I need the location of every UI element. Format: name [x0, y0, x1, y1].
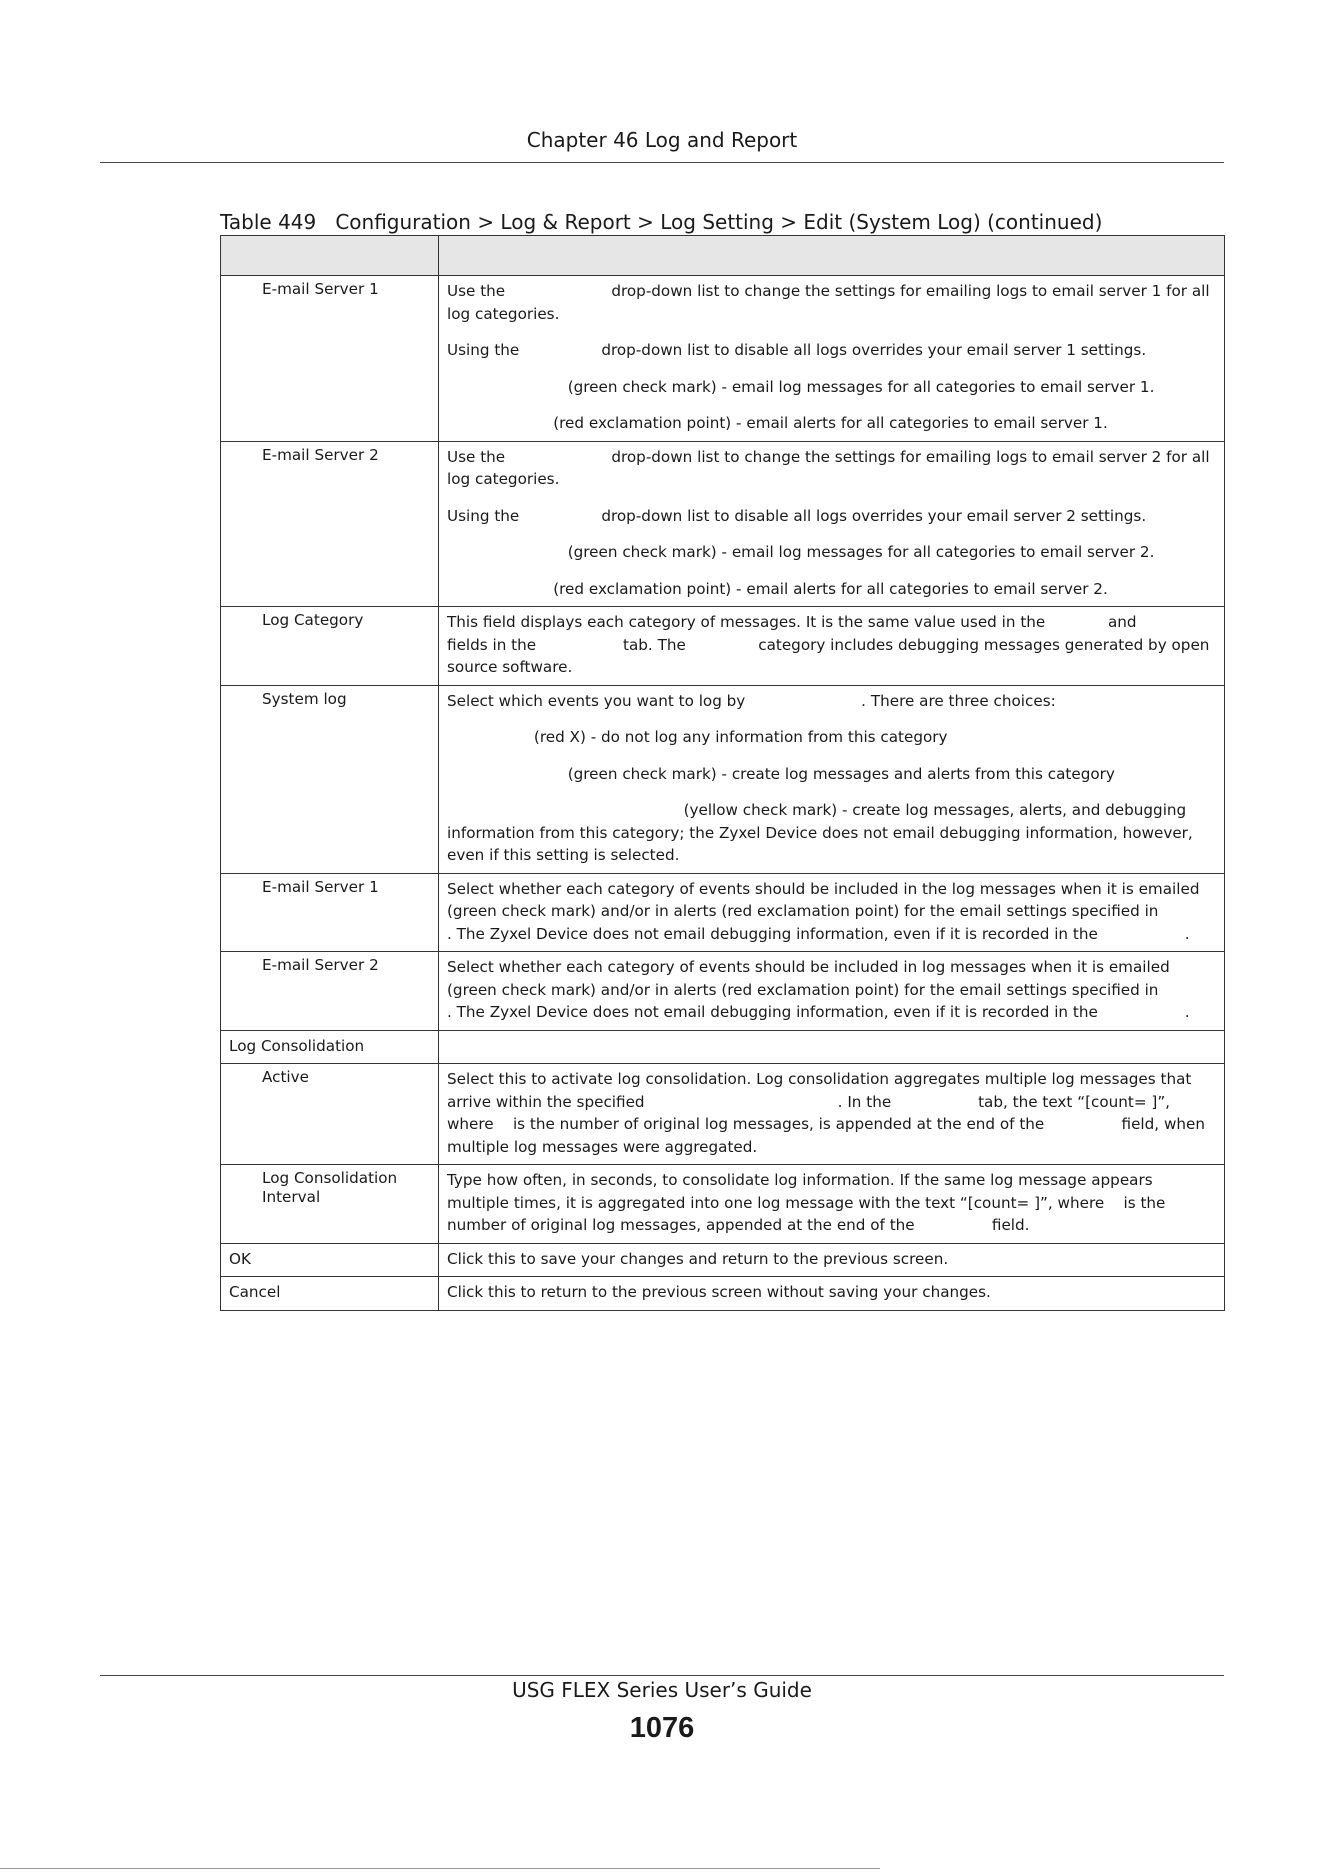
field-label: OK: [221, 1243, 439, 1277]
chapter-header: Chapter 46 Log and Report: [526, 128, 798, 152]
description-paragraph: (red exclamation point) - email alerts for all categories to email server 2.: [447, 579, 1108, 598]
field-label: Log Consolidation: [221, 1030, 439, 1064]
field-description: [439, 952, 1275, 1031]
header-cell-description: [439, 236, 1225, 276]
field-label: E-mail Server 2: [221, 441, 439, 607]
field-label: Log Consolidation Interval: [221, 1165, 439, 1244]
description-paragraph: (red X) - do not log any information from this category: [447, 728, 948, 746]
description-paragraph: (yellow check mark) - create log messages, alerts, and debugging information from this category; the Zyxel Device does not email debugging information, however, even if this setting is selected.: [447, 801, 1198, 864]
field-description: [439, 685, 1225, 873]
table-row: [221, 952, 1225, 1031]
field-description: [439, 1277, 1225, 1311]
description-paragraph: (green check mark) - create log messages and alerts from this category: [447, 764, 1115, 783]
description-paragraph: Click this to return to the previous screen without saving your changes.: [447, 1283, 991, 1301]
page-number: 1076: [629, 1712, 695, 1744]
table-header-row: [221, 236, 1225, 276]
table-row: [221, 1030, 1225, 1064]
table-row: [221, 1277, 1225, 1311]
field-description: [439, 441, 1225, 607]
field-description-table-wrap: [220, 235, 1275, 1311]
table-row: [221, 873, 1225, 952]
field-label: Cancel: [221, 1277, 439, 1311]
field-description: [439, 873, 1275, 952]
field-label: E-mail Server 1: [221, 873, 439, 952]
field-description: [439, 607, 1225, 686]
description-paragraph: Select this to activate log consolidation. Log consolidation aggregates multiple log messages that arrive within the specified . In the tab, the text “[count= ]”, where is the number of original log messages, is appended at the end of the field, when multiple log messages were aggregated.: [447, 1070, 1210, 1156]
table-caption: Table 449 Configuration > Log & Report > Log Setting > Edit (System Log) (continued): [220, 210, 1103, 234]
description-paragraph: (red exclamation point) - email alerts for all categories to email server 1.: [447, 414, 1108, 432]
description-paragraph: Use the drop-down list to change the settings for emailing logs to email server 1 for all log categories.: [447, 282, 1215, 323]
field-label: Log Category: [221, 607, 439, 686]
field-description: [439, 1165, 1225, 1244]
table-row: [221, 685, 1225, 873]
description-paragraph: Select whether each category of events should be included in log messages when it is emailed (green check mark) and/or in alerts (red exclamation point) for the email settings specified in . The Zyxel Device does not email debugging information, even if it is recorded in the .: [447, 958, 1275, 1021]
description-paragraph: Click this to save your changes and return to the previous screen.: [447, 1249, 949, 1268]
footer-rule: [100, 1675, 1224, 1676]
description-paragraph: Select whether each category of events should be included in the log messages when it is emailed (green check mark) and/or in alerts (red exclamation point) for the email settings specified in . The Zyxel Device does not email debugging information, even if it is recorded in the .: [447, 879, 1275, 943]
field-label: E-mail Server 2: [221, 952, 439, 1031]
field-description: [439, 1243, 1225, 1277]
table-row: [221, 1243, 1225, 1277]
description-paragraph: (green check mark) - email log messages for all categories to email server 2.: [447, 543, 1155, 561]
field-description: [439, 276, 1225, 442]
header-rule: [100, 162, 1224, 163]
field-label: System log: [221, 685, 439, 873]
page-edge-line: [0, 1868, 880, 1869]
field-description: [439, 1030, 1225, 1064]
table-row: [221, 1165, 1225, 1244]
footer-title: USG FLEX Series User’s Guide: [512, 1678, 812, 1702]
description-paragraph: Using the drop-down list to disable all logs overrides your email server 1 settings.: [447, 341, 1147, 359]
description-paragraph: (green check mark) - email log messages for all categories to email server 1.: [447, 377, 1155, 396]
description-paragraph: Using the drop-down list to disable all logs overrides your email server 2 settings.: [447, 506, 1147, 525]
field-label: E-mail Server 1: [221, 276, 439, 442]
description-paragraph: This field displays each category of messages. It is the same value used in the and fields in the tab. The category includes debugging messages generated by open source software.: [447, 613, 1215, 676]
table-row: [221, 1064, 1225, 1165]
field-description-table: [220, 235, 1275, 1311]
description-paragraph: Use the drop-down list to change the settings for emailing logs to email server 2 for all log categories.: [447, 447, 1215, 488]
field-description: [439, 1064, 1225, 1165]
table-row: [221, 607, 1225, 686]
header-cell-label: [221, 236, 439, 276]
field-label: Active: [221, 1064, 439, 1165]
description-paragraph: Type how often, in seconds, to consolidate log information. If the same log message appears multiple times, it is aggregated into one log message with the text “[count= ]”, where is the number of original log messages, appended at the end of the field.: [447, 1171, 1171, 1234]
description-paragraph: Select which events you want to log by . There are three choices:: [447, 691, 1056, 710]
table-row: [221, 276, 1225, 442]
table-row: [221, 441, 1225, 607]
